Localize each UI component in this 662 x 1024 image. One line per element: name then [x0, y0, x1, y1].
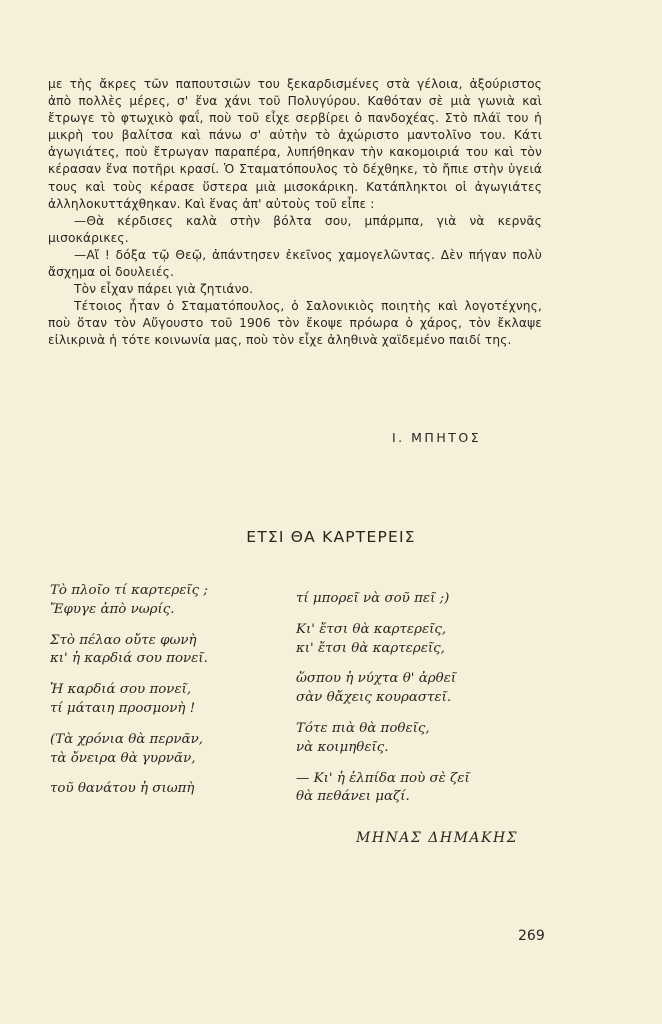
poem-line: Κι' ἔτσι θὰ καρτερεῖς, [296, 621, 447, 637]
poem-line: κι' ἡ καρδιά σου πονεῖ. [50, 651, 208, 667]
paragraph: με τὴς ἄκρες τῶν παπουτσιῶν του ξεκαρδισμένες στὰ γέλοια, ἀξούριστος ἀπὸ πολλὲς μέρες, σ' ἕνα χάνι τοῦ Πολυγύρου. Καθόταν σὲ μιὰ γωνιὰ καὶ ἔτρωγε τὸ φτωχικὸ φαΐ, ποὺ τοῦ εἶχε σερβίρει ὁ πανδοχέας. Στὸ πλάϊ του ἡ μικρὴ του βαλίτσα καὶ πάνω σ' αὐτὴν τὸ ἀχώριστο μαντολῖνο του. Κάτι ἀγωγιάτες, ποὺ ἔτρωγαν παραπέρα, λυπήθηκαν τὴν κακομοιριά του καὶ τὸν κέρασαν ἕνα ποτῆρι κρασί. Ὁ Σταματόπουλος τὸ δέχθηκε, τὸ ἤπιε στὴν ὑγειά τους καὶ τοὺς κέρασε ὕστερα μιὰ μισοκάρικη. Κατάπληκτοι οἱ ἀγωγιάτες ἀλληλοκυττάχθηκαν. Καὶ ἕνας ἀπ' αὐτοὺς τοῦ εἶπε : [48, 77, 542, 211]
poem-line: κι' ἔτσι θὰ καρτερεῖς, [296, 640, 445, 656]
stanza [296, 590, 470, 609]
poem-line: θὰ πεθάνει μαζί. [296, 789, 410, 805]
poem-line: Στὸ πέλαο οὔτε φωνὴ [50, 632, 197, 648]
poem-line: Ἔφυγε ἀπὸ νωρίς. [50, 601, 175, 617]
paragraph: Τὸν εἶχαν πάρει γιὰ ζητιάνο. [74, 282, 254, 297]
poem-line: (Τὰ χρόνια θὰ περνᾶν, [50, 731, 203, 747]
poem-line: τὰ ὄνειρα θὰ γυρνᾶν, [50, 750, 196, 766]
poem-line: — Κι' ἡ ἐλπίδα ποὺ σὲ ζεῖ [296, 770, 470, 786]
stanza [296, 670, 470, 708]
page-number: 269 [518, 928, 545, 944]
poem-left-column [50, 582, 208, 811]
poem-line: Ἡ καρδιά σου πονεῖ, [50, 682, 192, 698]
poem-line: νὰ κοιμηθεῖς. [296, 739, 389, 755]
poem-line: τί μάταιη προσμονὴ ! [50, 700, 196, 716]
poem-line: ὥσπου ἡ νύχτα θ' ἀρθεῖ [296, 671, 457, 687]
paragraph: Τέτοιος ἦταν ὁ Σταματόπουλος, ὁ Σαλονικιὸς ποιητὴς καὶ λογοτέχνης, ποὺ ὅταν τὸν Αὔγουστο τοῦ 1906 τὸν ἔκοψε πρόωρα ὁ χάρος, τὸν ἔκλαψε εἰλικρινὰ ἡ τότε κοινωνία μας, ποὺ τὸν εἶχε ἀληθινὰ χαϊδεμένο παιδί της. [48, 299, 542, 348]
article-text [48, 76, 542, 350]
poem-line: τί μπορεῖ νὰ σοῦ πεῖ ;) [296, 591, 450, 606]
poem-line: τοῦ θανάτου ἡ σιωπὴ [50, 781, 195, 797]
poem-line: Τὸ πλοῖο τί καρτερεῖς ; [50, 583, 208, 598]
stanza [296, 621, 470, 659]
poem-line: σὰν θἄχεις κουραστεῖ. [296, 690, 452, 706]
poem-right-column [296, 590, 470, 819]
stanza [50, 780, 208, 799]
poem-title: ΕΤΣΙ ΘΑ ΚΑΡΤΕΡΕΙΣ [246, 528, 416, 546]
poem-author: ΜΗΝΑΣ ΔΗΜΑΚΗΣ [356, 830, 519, 846]
article-signature: Ι. ΜΠΗΤΟΣ [392, 430, 482, 445]
stanza [50, 731, 208, 769]
stanza [50, 681, 208, 719]
stanza [296, 720, 470, 758]
stanza [296, 770, 470, 808]
paragraph: —Αἴ ! δόξα τῷ Θεῷ, ἀπάντησεν ἐκεῖνος χαμογελῶντας. Δὲν πήγαν πολὺ ἄσχημα οἱ δουλειές. [48, 247, 542, 280]
stanza [50, 632, 208, 670]
paragraph: —Θὰ κέρδισες καλὰ στὴν βόλτα σου, μπάρμπα, γιὰ νὰ κερνᾶς μισοκάρικες. [48, 213, 542, 245]
poem-line: Τότε πιὰ θὰ ποθεῖς, [296, 720, 430, 736]
stanza [50, 582, 208, 620]
